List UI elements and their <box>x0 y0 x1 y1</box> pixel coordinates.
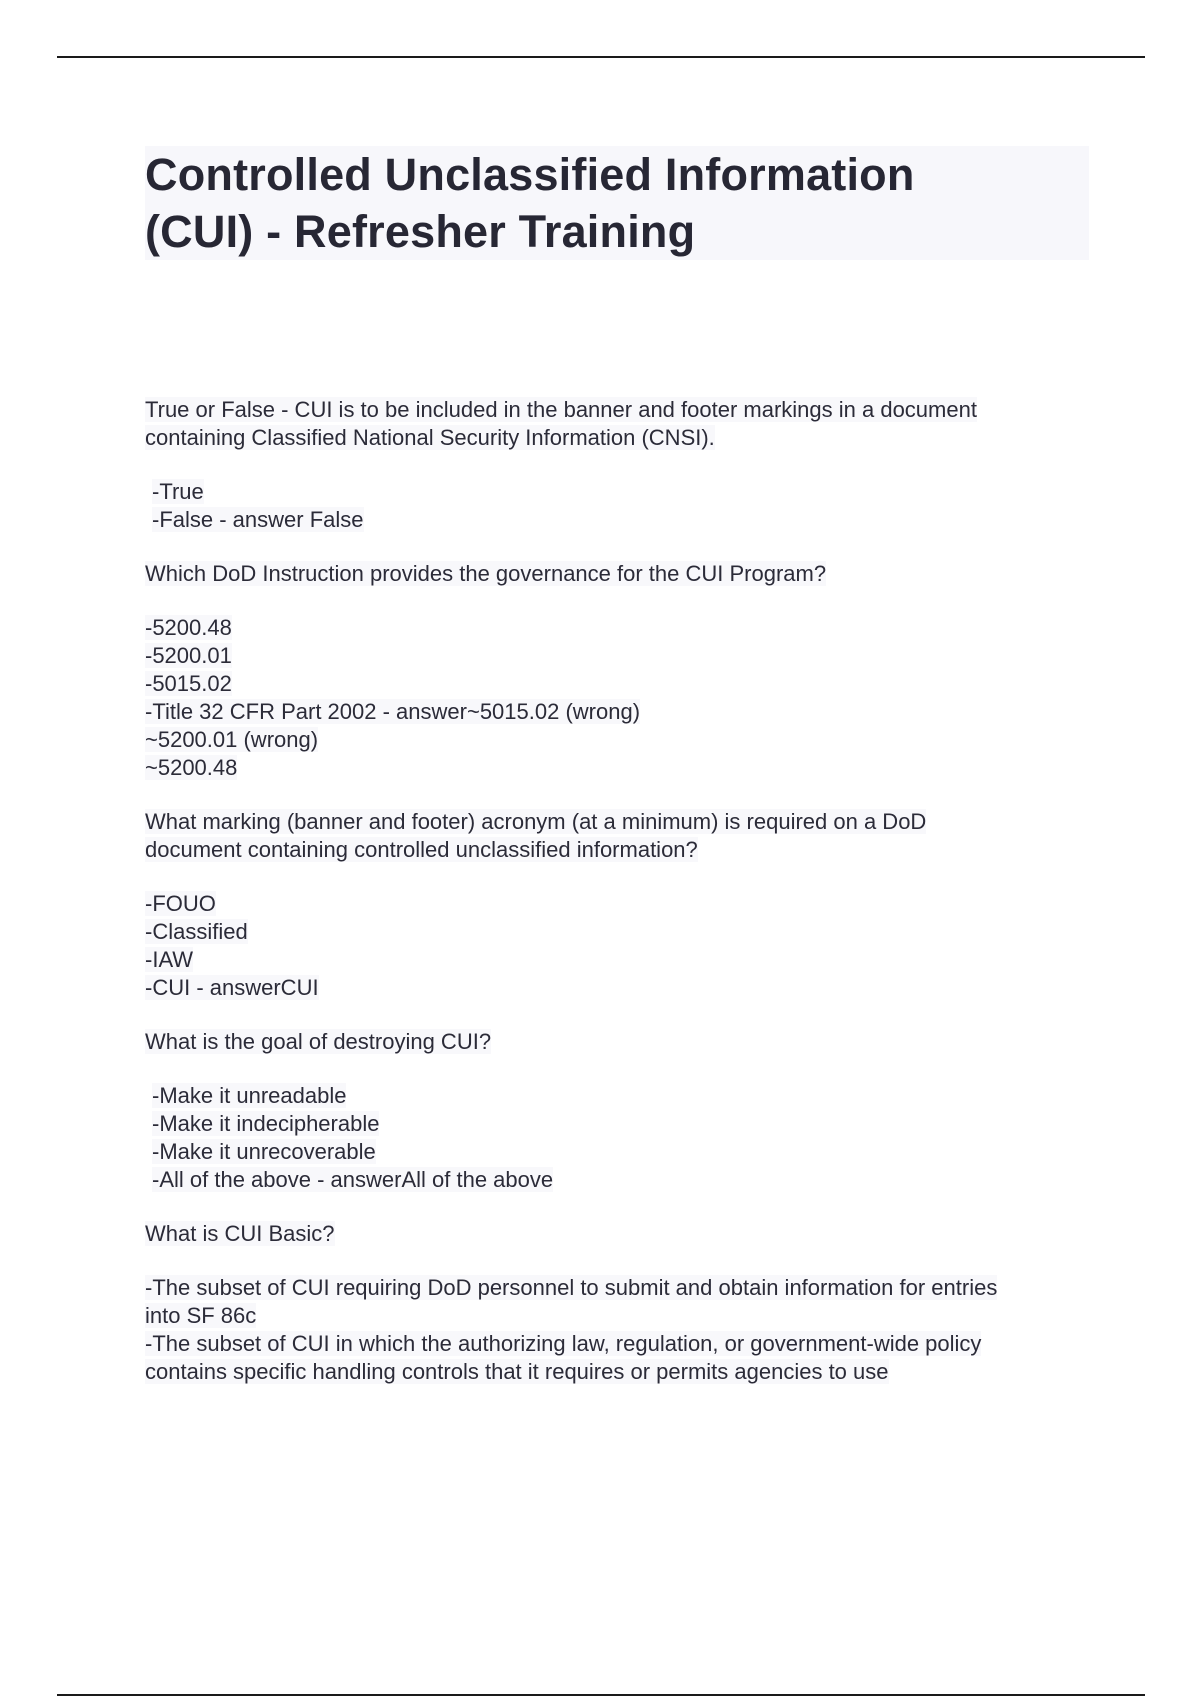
option-text: -Make it unreadable <box>152 1083 347 1108</box>
answer-options <box>145 614 1105 782</box>
answer-option <box>145 698 1105 726</box>
qa-item <box>145 396 1105 534</box>
question-text <box>145 1220 1105 1248</box>
option-text: -True <box>152 479 204 504</box>
option-text: -Make it indecipherable <box>152 1111 380 1136</box>
option-text: -All of the above - answerAll of the above <box>152 1167 554 1192</box>
answer-options <box>145 1274 1105 1386</box>
document-title <box>145 146 1089 260</box>
answer-option <box>145 1358 1105 1386</box>
option-text: -5200.48 <box>145 615 232 640</box>
answer-option <box>145 1138 1105 1166</box>
option-text: -5200.01 <box>145 643 232 668</box>
answer-option <box>145 1110 1105 1138</box>
answer-option <box>145 1274 1105 1302</box>
option-text: into SF 86c <box>145 1303 257 1328</box>
answer-option <box>145 642 1105 670</box>
answer-option <box>145 974 1105 1002</box>
option-text: -IAW <box>145 947 194 972</box>
question-line: True or False - CUI is to be included in the banner and footer markings in a document <box>145 397 977 422</box>
question-text <box>145 1028 1105 1056</box>
option-text: -The subset of CUI in which the authorizing law, regulation, or government-wide policy <box>145 1331 982 1356</box>
option-text: ~5200.48 <box>145 755 238 780</box>
answer-option <box>145 1082 1105 1110</box>
qa-item <box>145 1028 1105 1194</box>
answer-option <box>145 670 1105 698</box>
question-line: document containing controlled unclassified information? <box>145 837 698 862</box>
question-text <box>145 560 1105 588</box>
footer-rule <box>57 1694 1145 1696</box>
option-text: -Make it unrecoverable <box>152 1139 376 1164</box>
answer-option <box>145 890 1105 918</box>
option-text: -Classified <box>145 919 248 944</box>
question-line: What is the goal of destroying CUI? <box>145 1029 492 1054</box>
answer-options <box>145 1082 1105 1194</box>
qa-item <box>145 808 1105 1002</box>
answer-option <box>145 1166 1105 1194</box>
header-rule <box>57 56 1145 58</box>
question-line: containing Classified National Security Information (CNSI). <box>145 425 715 450</box>
answer-option <box>145 1330 1105 1358</box>
question-line: What marking (banner and footer) acronym (at a minimum) is required on a DoD <box>145 809 927 834</box>
qa-content <box>145 396 1105 1386</box>
title-line-1: Controlled Unclassified Information <box>145 149 915 200</box>
answer-option <box>145 1302 1105 1330</box>
option-text: -FOUO <box>145 891 216 916</box>
qa-item <box>145 1220 1105 1386</box>
answer-options <box>145 890 1105 1002</box>
answer-option <box>145 478 1105 506</box>
question-text <box>145 808 1105 864</box>
question-text <box>145 396 1105 452</box>
qa-item <box>145 560 1105 782</box>
option-text: ~5200.01 (wrong) <box>145 727 319 752</box>
answer-option <box>145 918 1105 946</box>
option-text: -False - answer False <box>152 507 364 532</box>
answer-option <box>145 726 1105 754</box>
title-line-2: (CUI) - Refresher Training <box>145 206 696 257</box>
question-line: Which DoD Instruction provides the governance for the CUI Program? <box>145 561 827 586</box>
option-text: -The subset of CUI requiring DoD personnel to submit and obtain information for entries <box>145 1275 998 1300</box>
answer-option <box>145 614 1105 642</box>
answer-option <box>145 946 1105 974</box>
option-text: contains specific handling controls that it requires or permits agencies to use <box>145 1359 889 1384</box>
option-text: -5015.02 <box>145 671 232 696</box>
question-line: What is CUI Basic? <box>145 1221 335 1246</box>
answer-option <box>145 506 1105 534</box>
answer-option <box>145 754 1105 782</box>
answer-options <box>145 478 1105 534</box>
option-text: -Title 32 CFR Part 2002 - answer~5015.02 (wrong) <box>145 699 641 724</box>
option-text: -CUI - answerCUI <box>145 975 319 1000</box>
